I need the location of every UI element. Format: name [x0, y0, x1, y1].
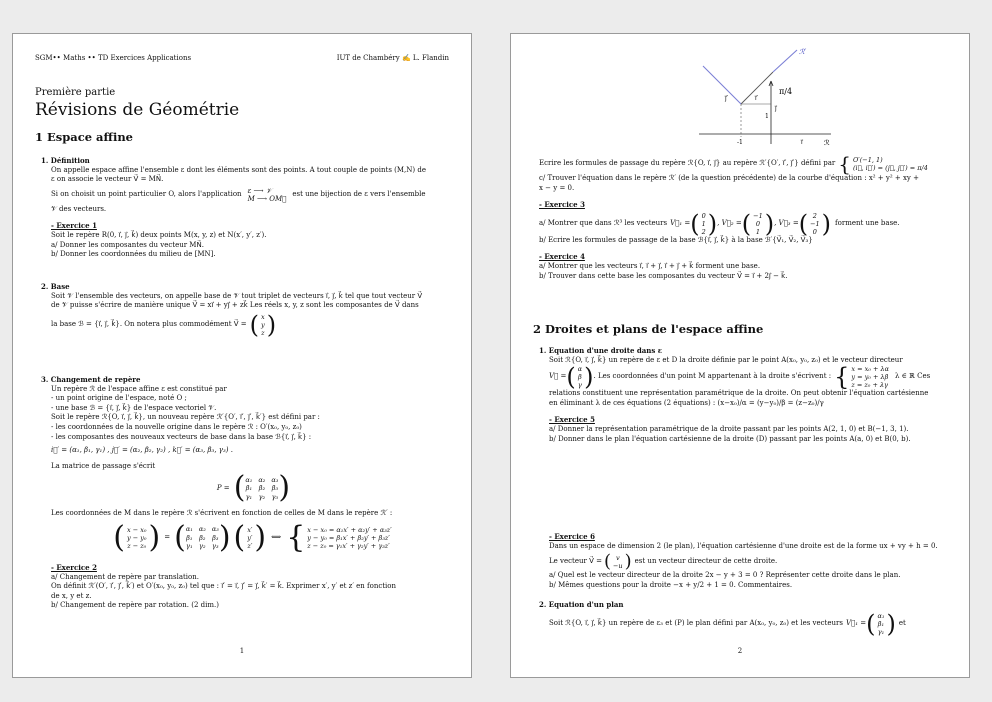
vec-cell: 0 — [701, 211, 706, 220]
matrix-cell: γ₃ — [212, 542, 219, 551]
matrix-cell: γ₁ — [245, 492, 253, 501]
vec-cell: β — [578, 373, 582, 382]
exercise-1-line: Soit le repère R(0, i⃗, j⃗, k⃗) deux points M(x, y, z) et N(x′, y′, z′). — [51, 230, 267, 239]
curve-equation-line: x − y = 0. — [539, 183, 575, 192]
vec-cell: 2 — [701, 227, 706, 236]
exercise-6-line: Dans un espace de dimension 2 (le plan), l'équation cartésienne d'une droite est de la forme ux + vy + h = 0. — [549, 541, 938, 550]
vec-cell: x — [261, 312, 265, 321]
line-equation-text: relations constituent une représentation paramétrique de la droite. On peut obtenir l'équation cartésienne — [549, 389, 929, 398]
exercise-3-vectors: a/ Montrer que dans ℛ³ les vecteurs V⃗₁ = ( 0 1 2 ) , V⃗₂ = ( −1 0 1 ) , V⃗₃ = ( 2 −1 0 ) forment une base. — [539, 209, 900, 238]
rotation-figure — [681, 46, 841, 151]
line-equation-text: Soit ℛ{O, i⃗, j⃗, k⃗} un repère de ε et D la droite définie par le point A(x₀, y₀, z₀) et le vecteur directeur — [549, 355, 903, 364]
base-line: de 𝒱 puisse s'écrire de manière unique V⃗ = xi⃗ + yj⃗ + zk⃗ Les réels x, y, z sont les composantes de V⃗ dans — [51, 301, 419, 310]
page-1 — [12, 33, 472, 678]
page-2 — [510, 33, 970, 678]
vec-cell: γ₁ — [877, 627, 885, 636]
change-line: - les composantes des nouveaux vecteurs de base dans la base ℬ{i⃗, j⃗, k⃗} : — [51, 432, 312, 441]
change-line: - un point origine de l'espace, noté O ; — [51, 394, 187, 403]
matrix-cell: α₂ — [198, 525, 206, 534]
change-frame-block — [41, 375, 456, 611]
j-prime-label: j⃗′ — [725, 95, 729, 102]
page-number: 2 — [737, 647, 743, 655]
angle-label: π/4 — [779, 87, 793, 96]
exercise-6-line: est un vecteur directeur de cette droite. — [634, 557, 778, 566]
base-title: 2. Base — [41, 282, 70, 291]
system-line: z = z₀ + λγ — [851, 381, 888, 390]
definition-title: 1. Définition — [41, 156, 90, 165]
page-number: 1 — [239, 647, 245, 655]
change-line: - une base ℬ = {i⃗, j⃗, k⃗} de l'espace vectoriel 𝒱. — [51, 403, 217, 412]
y-prime-axis — [703, 66, 741, 104]
plane-equation-text: et — [898, 618, 906, 627]
section-1-heading: 1 Espace affine — [35, 130, 133, 144]
plane-equation-block: 2. Equation d'un plan Soit ℛ{O, i⃗, j⃗, k⃗} un repère de ε₃ et (P) le plan défini par A(x₀, y₀, z₀) et les vecteurs V⃗₁ = ( α₁ β₁ γ₁ ) et — [539, 600, 954, 636]
part-label: Première partie — [35, 87, 116, 98]
exercise-2-title: - Exercice 2 — [51, 562, 97, 572]
matrix-cell: α₃ — [271, 475, 279, 484]
matrix-cell: β₃ — [212, 533, 219, 542]
system-line: x − x₀ = α₁x′ + α₂y′ + α₃z′ — [307, 525, 392, 534]
coord-cell: z − z₀ — [127, 541, 147, 550]
basis-vectors: i⃗′ = (α₁, β₁, γ₁) , j⃗′ = (α₂, β₂, γ₂) , k⃗′ = (α₃, β₃, γ₃) . — [51, 446, 233, 455]
coord-cell: y′ — [247, 533, 253, 542]
exercise-5-title: - Exercice 5 — [549, 415, 595, 425]
vec-cell: γ — [577, 381, 582, 390]
x-prime-extension — [773, 50, 797, 72]
system-line: z − z₀ = γ₁x′ + γ₂y′ + γ₃z′ — [307, 541, 390, 550]
coord-cell: x − x₀ — [126, 525, 147, 534]
base-line: la base ℬ = {i⃗, j⃗, k⃗}. On notera plus commodément V⃗ = — [51, 319, 247, 328]
exercise-2-line: b/ Changement de repère par rotation. (2 dim.) — [51, 601, 219, 610]
system-line: (i⃗, i⃗′) = (j⃗, j⃗′) = π/4 — [852, 164, 928, 172]
vec-cell: β₁ — [877, 619, 885, 628]
vector-xyz: ( x y z ) — [249, 310, 277, 339]
exercise-3-title: - Exercice 3 — [539, 200, 585, 210]
vec-cell: −u — [612, 562, 623, 571]
vec-cell: 0 — [755, 219, 760, 228]
definition-line: 𝒱 des vecteurs. — [51, 204, 107, 213]
exercise-6-line: a/ Quel est le vecteur directeur de la droite 2x − y + 3 = 0 ? Représenter cette droite dans le plan. — [549, 571, 901, 580]
exercise-3-line: b/ Ecrire les formules de passage de la base ℬ{i⃗, j⃗, k⃗} à la base ℬ′{V⃗₁, V⃗₂, V⃗₃} — [539, 235, 813, 244]
exercise-1-line: b/ Donner les coordonnées du milieu de [MN]. — [51, 250, 216, 259]
matrix-cell: β₃ — [271, 484, 279, 493]
line-equation-text: . Les coordonnées d'un point M appartenant à la droite s'écrivent : — [593, 372, 832, 381]
exercise-1-line: a/ Donner les composantes du vecteur MN⃗. — [51, 240, 204, 249]
map-line-1: ε ⟶ 𝒱 — [247, 186, 272, 195]
matrix-cell: γ₂ — [258, 492, 266, 501]
change-line: Un repère ℛ de l'espace affine ε est constitué par — [51, 384, 227, 393]
vector-label: V⃗ = — [549, 372, 567, 381]
matrix-cell: α₂ — [258, 475, 266, 484]
matrix-cell: β₁ — [186, 533, 193, 542]
vec-cell: 2 — [812, 211, 817, 220]
exercise-6-line: Le vecteur V⃗ = — [549, 557, 602, 566]
coord-equation: ( x − x₀ y − y₀ z − z₀ ) = ( α₁ α₂ α₃ β₁ β₂ β₃ γ₁ γ₂ γ₃ ) ( x′ y′ z′ ) ⟺ { x − x₀ = α₁x′ + α₂y′ + α₃z′ y − y₀ = β₁x′ + β₂y′ + β₃z′ z − z₀ = γ₁x′ + γ₂y′ + γ₃z′ — [113, 519, 392, 555]
change-line: Soit le repère ℛ{O, i⃗, j⃗, k⃗}, un nouveau repère ℛ′{O′, i⃗′, j⃗′, k⃗′} est défini par : — [51, 413, 320, 422]
vec-cell: z — [261, 328, 265, 337]
matrix-cell: γ₁ — [186, 542, 193, 551]
matrix-cell: γ₂ — [199, 542, 206, 551]
plane-equation-text: Soit ℛ{O, i⃗, j⃗, k⃗} un repère de ε₃ et (P) le plan défini par A(x₀, y₀, z₀) et les vecteurs — [549, 618, 843, 627]
matrix-cell: β₂ — [199, 533, 206, 542]
definition-line: Si on choisit un point particulier O, alors l'application — [51, 189, 242, 198]
exercise-3-line: a/ Montrer que dans ℛ³ les vecteurs — [539, 218, 668, 227]
vec-cell: v — [615, 554, 620, 563]
line-equation-text: en éliminant λ de ces équations (2 équations) : (x−x₀)/α = (y−y₀)/β = (z−z₀)/γ — [549, 398, 824, 407]
exercise-6-line: b/ Mêmes questions pour la droite −x + y/2 + 1 = 0. Commentaires. — [549, 580, 793, 589]
line-equation-text: λ ∈ ℝ Ces — [894, 372, 931, 381]
vector-label: , V⃗₂ = — [717, 218, 742, 227]
plane-equation-title: 2. Equation d'un plan — [539, 600, 624, 609]
exercise-4-title: - Exercice 4 — [539, 252, 585, 262]
exercise-2-line: On définit ℛ′(O′, i⃗′, j⃗′, k⃗′) et O′(x₀, y₀, z₀) tel que : i⃗′ = i⃗, j⃗′ = j⃗, k⃗′ = k⃗. Exprimer x′, y′ et z′ en fonction — [51, 582, 397, 591]
vector-label: V⃗₁ = — [845, 618, 867, 627]
change-line: - les coordonnées de la nouvelle origine dans le repère ℛ : O′(x₀, y₀, z₀) — [51, 422, 302, 431]
base-block — [41, 282, 456, 337]
document-title: Révisions de Géométrie — [35, 100, 240, 120]
base-line: Soit 𝒱 l'ensemble des vecteurs, on appelle base de 𝒱 tout triplet de vecteurs i⃗, j⃗, k⃗ tel que tout vecteur V⃗ — [51, 291, 423, 300]
line-equation-block: 1. Equation d'une droite dans ε Soit ℛ{O, i⃗, j⃗, k⃗} un repère de ε et D la droite définie par le point A(x₀, y₀, z₀) et le vecteur directeur V⃗ = ( α β γ ) . Les coordonnées d'un point M appartenant à la droite s'écrivent : { x = x₀ + λα y = y₀ + λβ z = z₀ + λγ λ ∈ ℝ Ces relations constituent une représentation paramétrique de la droite. On peut obtenir l'équation cartésienne en éliminant λ de ces équations (2 équations) : (x−x₀)/α = (y−y₀)/β = (z−z₀)/γ - Exercice 5 a/ Donner la représentation paramétrique de la droite passant par les points A(2, 1, 0) et B(−1, 3, 1). b/ Donner dans le plan l'équation cartésienne de la droite (D) passant par les points A(a, 0) et B(0, b). — [539, 346, 954, 444]
passage-matrix: P = ( α₁ α₂ α₃ β₁ β₂ β₃ γ₁ γ₂ γ₃ ) — [216, 470, 291, 506]
vec-cell: 1 — [755, 227, 760, 236]
matrix-cell: β₂ — [258, 484, 266, 493]
definition-line: est une bijection de ε vers l'ensemble — [292, 189, 426, 198]
r-label: ℛ — [824, 139, 830, 147]
vec-cell: 0 — [812, 227, 817, 236]
i-label: i⃗ — [801, 139, 803, 146]
map-line-2: M ⟶ OM⃗ — [247, 194, 287, 203]
header-right: IUT de Chambéry ✍ L. Flandin — [336, 54, 449, 62]
vec-cell: −1 — [753, 211, 763, 220]
r-prime-label: ℛ′ — [799, 48, 807, 56]
matrix-label: P = — [216, 483, 230, 492]
rotation-exercise-text: Ecrire les formules de passage du repère ℛ{O, i⃗, j⃗} au repère ℛ′{O′, i⃗′, j⃗′} défini par { O′(−1, 1) (i⃗, i⃗′) = (j⃗, j⃗′) = π/4 c/ Trouver l'équation dans le repère ℛ′ (de la question précédente) de la courbe d'équation : x² + y² + xy + x − y = 0. - Exercice 3 a/ Montrer que dans ℛ³ les vecteurs V⃗₁ = ( 0 1 2 ) , V⃗₂ = ( −1 0 1 ) , V⃗₃ = ( 2 −1 0 ) forment une base. b/ Ecrire les formules de passage de la base ℬ{i⃗, j⃗, k⃗} à la base ℬ′{V⃗₁, V⃗₂, V⃗₃} - Exercice 4 a/ Montrer que les vecteurs i⃗, i⃗ + j⃗, i⃗ + j⃗ + k⃗ forment une base. b/ Trouver dans cette base les composantes du vecteur V⃗ = i⃗ + 2j⃗ − k⃗. — [539, 154, 954, 281]
exercise-2-line: a/ Changement de repère par translation. — [51, 572, 199, 581]
exercise-4-line: a/ Montrer que les vecteurs i⃗, i⃗ + j⃗, i⃗ + j⃗ + k⃗ forment une base. — [539, 261, 761, 270]
coord-intro: Les coordonnées de M dans le repère ℛ s'écrivent en fonction de celles de M dans le repère ℛ′ : — [51, 509, 393, 518]
matrix-cell: γ₃ — [271, 492, 279, 501]
coord-cell: x′ — [247, 525, 253, 534]
vec-cell: α — [577, 365, 583, 374]
exercise-1-title: - Exercice 1 — [51, 221, 97, 231]
tick-minus-one: -1 — [737, 139, 743, 146]
section-2-heading: 2 Droites et plans de l'espace affine — [533, 322, 764, 336]
exercise-4-line: b/ Trouver dans cette base les composantes du vecteur V⃗ = i⃗ + 2j⃗ − k⃗. — [539, 271, 788, 280]
vector-label: V⃗₁ = — [670, 218, 691, 227]
line-equation-title: 1. Equation d'une droite dans ε — [539, 346, 662, 355]
exercise-2-line: de x, y et z. — [51, 591, 92, 600]
matrix-cell: α₁ — [245, 475, 253, 484]
tick-one-y: 1 — [765, 113, 769, 120]
system-line: y = y₀ + λβ — [851, 373, 889, 382]
exercise-6-title: - Exercice 6 — [549, 532, 595, 541]
equivalence-sign: ⟺ — [271, 533, 282, 542]
definition-line: ε on associe le vecteur V⃗ = MN⃗. — [51, 175, 164, 184]
passage-formula-line: Ecrire les formules de passage du repère ℛ{O, i⃗, j⃗} au repère ℛ′{O′, i⃗′, j⃗′} défini par — [539, 159, 836, 168]
coord-cell: y − y₀ — [126, 533, 147, 542]
j-label: j⃗ — [775, 105, 777, 112]
coord-cell: z′ — [247, 541, 253, 550]
exercise-5-line: a/ Donner la représentation paramétrique de la droite passant par les points A(2, 1, 0) et B(−1, 3, 1). — [549, 424, 909, 433]
vec-cell: α₁ — [877, 611, 885, 620]
i-prime-label: i⃗′ — [755, 95, 759, 102]
definition-block — [41, 156, 456, 260]
vec-cell: y — [261, 320, 265, 329]
page-header — [35, 54, 449, 62]
header-left: SGM•• Maths •• TD Exercices Applications — [35, 54, 192, 62]
system-line: O′(−1, 1) — [852, 156, 883, 164]
system-line: y − y₀ = β₁x′ + β₂y′ + β₃z′ — [307, 533, 390, 542]
exercise-5-line: b/ Donner dans le plan l'équation cartésienne de la droite (D) passant par les points A(a, 0) et B(0, b). — [549, 434, 911, 443]
system-line: x = x₀ + λα — [851, 365, 889, 374]
change-frame-title: 3. Changement de repère — [41, 375, 141, 384]
vec-cell: 1 — [701, 219, 706, 228]
vec-cell: −1 — [810, 219, 820, 228]
matrix-intro: La matrice de passage s'écrit — [51, 461, 156, 470]
matrix-cell: α₁ — [185, 525, 193, 534]
vector-label: , V⃗₃ = — [774, 218, 799, 227]
exercise-3-line: forment une base. — [835, 218, 900, 227]
matrix-cell: β₁ — [245, 484, 253, 493]
matrix-cell: α₃ — [211, 525, 219, 534]
curve-equation-line: c/ Trouver l'équation dans le repère ℛ′ (de la question précédente) de la courbe d'équation : x² + y² + xy + — [539, 174, 919, 182]
definition-line: On appelle espace affine l'ensemble ε dont les éléments sont des points. A tout couple de points (M,N) de — [51, 165, 426, 174]
exercise-6-block: - Exercice 6 Dans un espace de dimension 2 (le plan), l'équation cartésienne d'une droite est de la forme ux + vy + h = 0. Le vecteur V⃗ = ( v −u ) est un vecteur directeur de cette droite. a/ Quel est le vecteur directeur de la droite 2x − y + 3 = 0 ? Représenter cette droite dans le plan. b/ Mêmes questions pour la droite −x + y/2 + 1 = 0. Commentaires. — [549, 532, 954, 590]
